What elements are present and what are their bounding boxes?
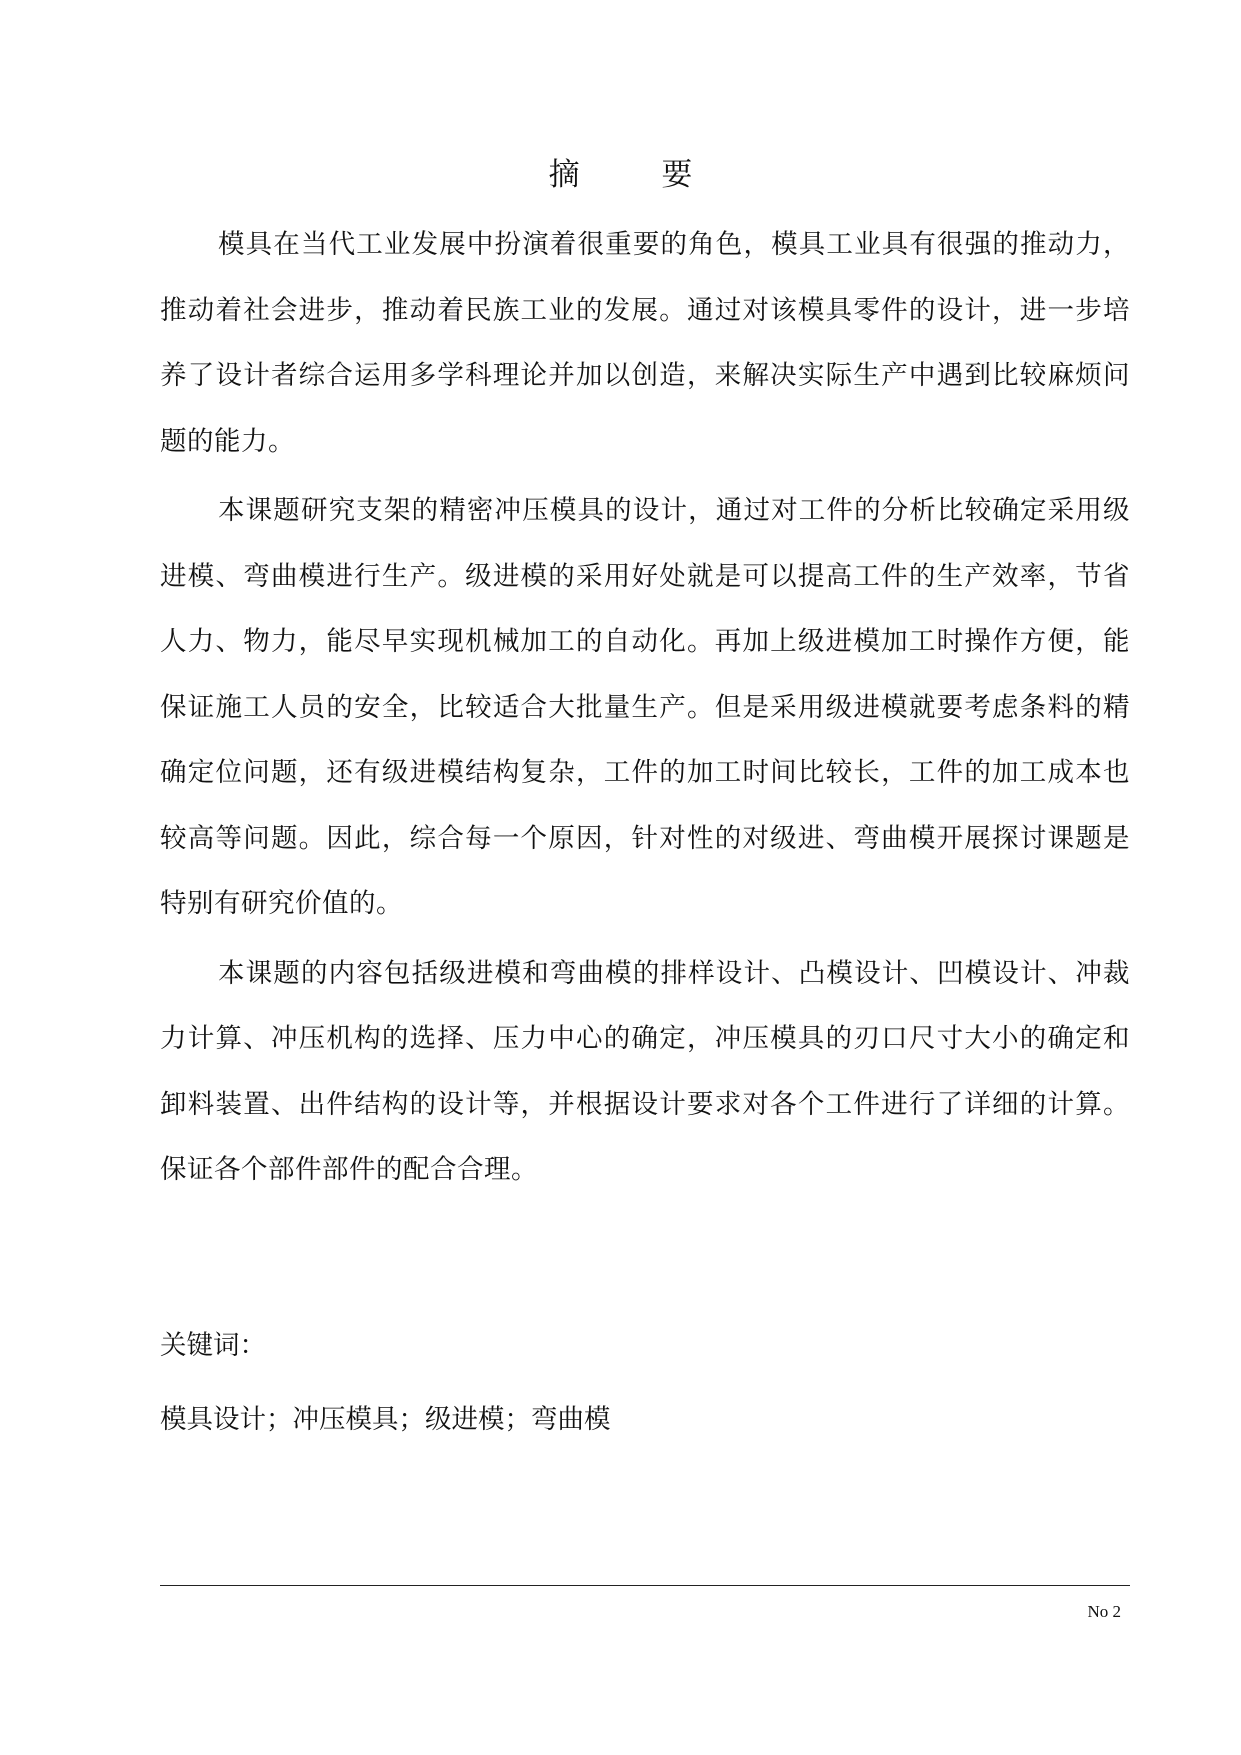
abstract-title: 摘 要 <box>548 157 729 193</box>
page-number: No 2 <box>1087 1602 1121 1621</box>
keywords-label: 关键词： <box>160 1330 266 1361</box>
keywords-list: 模具设计；冲压模具；级进模；弯曲模 <box>160 1404 611 1435</box>
footer-divider <box>160 1585 1130 1586</box>
abstract-paragraph-1: 模具在当代工业发展中扮演着很重要的角色，模具工业具有很强的推动力，推动着社会进步，推动着民族工业的发展。通过对该模具零件的设计，进一步培养了设计者综合运用多学科理论并加以创造，来解决实际生产中遇到比较麻烦问题的能力。 <box>160 229 1130 457</box>
abstract-paragraph-2: 本课题研究支架的精密冲压模具的设计，通过对工件的分析比较确定采用级进模、弯曲模进行生产。级进模的采用好处就是可以提高工件的生产效率，节省人力、物力，能尽早实现机械加工的自动化。再加上级进模加工时操作方便，能保证施工人员的安全，比较适合大批量生产。但是采用级进模就要考虑条料的精确定位问题，还有级进模结构复杂，工件的加工时间比较长，工件的加工成本也较高等问题。因此，综合每一个原因，针对性的对级进、弯曲模开展探讨课题是特别有研究价值的。 <box>160 495 1130 919</box>
abstract-paragraph-3: 本课题的内容包括级进模和弯曲模的排样设计、凸模设计、凹模设计、冲裁力计算、冲压机构的选择、压力中心的确定，冲压模具的刃口尺寸大小的确定和卸料装置、出件结构的设计等，并根据设计要求对各个工件进行了详细的计算。保证各个部件部件的配合合理。 <box>160 957 1130 1185</box>
abstract-body <box>160 212 1130 1207</box>
